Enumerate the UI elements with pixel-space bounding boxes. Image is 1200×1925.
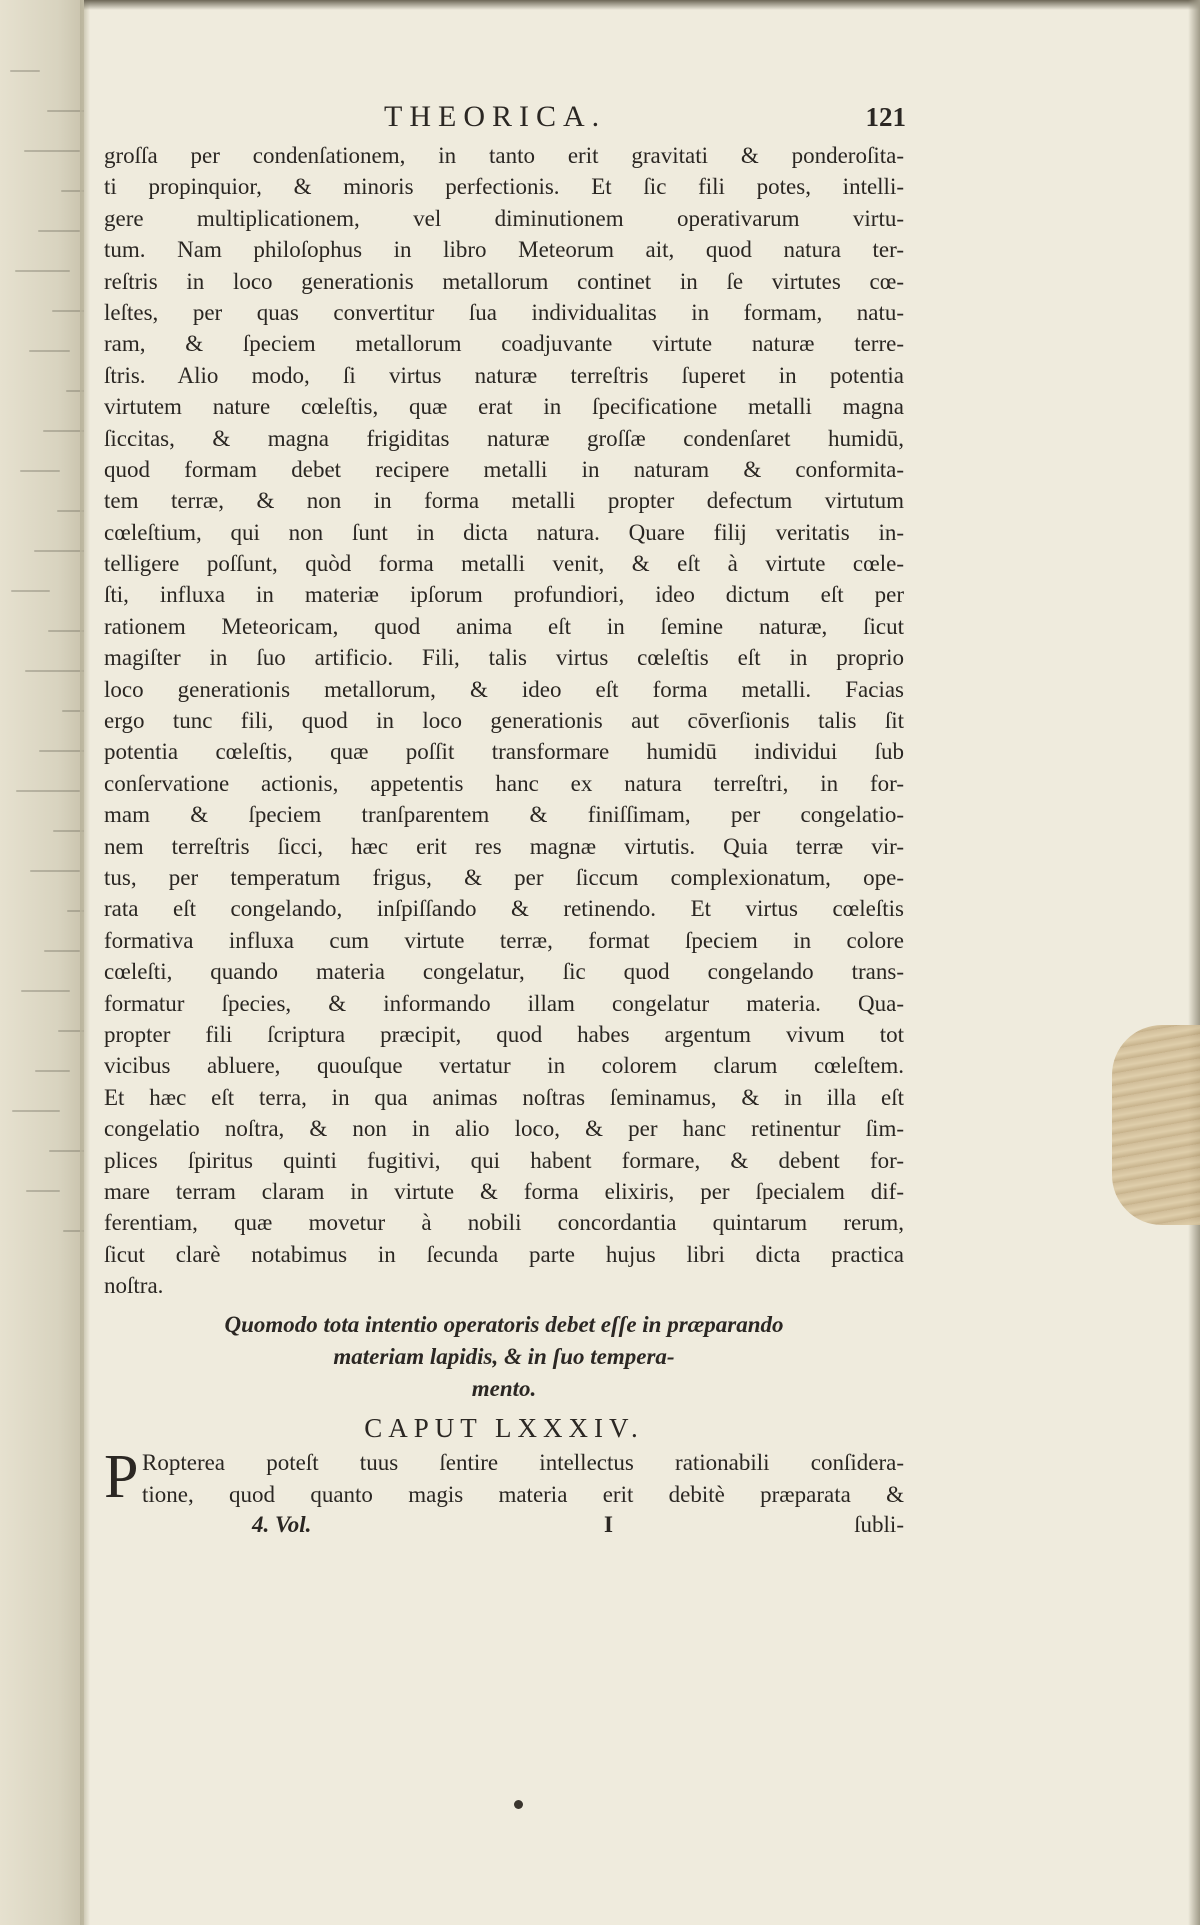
- text-line: ſtris. Alio modo, ſi virtus naturæ terreſtris ſuperet in potentia: [104, 362, 904, 388]
- text-line: congelatio noſtra, & non in alio loco, & per hanc retinentur ſim-: [104, 1116, 904, 1142]
- facing-page-ink: [25, 670, 84, 672]
- text-line: loco generationis metallorum, & ideo eſt forma metalli. Facias: [104, 676, 904, 702]
- body-text: [104, 140, 904, 1301]
- facing-page-ink: [11, 590, 50, 592]
- page-number: 121: [865, 102, 906, 132]
- text-line: propter fili ſcriptura præcipit, quod habes argentum vivum tot: [104, 1021, 904, 1047]
- text-line: quod formam debet recipere metalli in naturam & conformita-: [104, 456, 904, 482]
- catchword: ſubli-: [854, 1512, 904, 1538]
- facing-page-ink: [30, 870, 80, 872]
- facing-page-edge: [0, 0, 84, 1925]
- running-title: THEORICA.: [384, 100, 607, 133]
- text-line: cœleſti, quando materia congelatur, ſic quod congelando trans-: [104, 959, 904, 985]
- text-line: leſtes, per quas convertitur ſua individualitas in formam, natu-: [104, 299, 904, 325]
- text-line: Et hæc eſt terra, in qua animas noſtras ſeminamus, & in illa eſt: [104, 1084, 904, 1110]
- text-line: telligere poſſunt, quòd forma metalli venit, & eſt à virtute cœle-: [104, 551, 904, 577]
- facing-page-ink: [24, 150, 80, 152]
- facing-page-ink: [10, 70, 40, 72]
- facing-page-ink: [20, 470, 60, 472]
- text-line: gere multiplicationem, vel diminutionem operativarum virtu-: [104, 205, 904, 231]
- text-line: tus, per temperatum frigus, & per ſiccum complexionatum, ope-: [104, 864, 904, 890]
- facing-page-ink: [38, 230, 80, 232]
- text-line: ſicut clarè notabimus in ſecunda parte hujus libri dicta practica: [104, 1241, 904, 1267]
- text-line: rationem Meteoricam, quod anima eſt in ſemine naturæ, ſicut: [104, 613, 904, 639]
- page-content: [104, 100, 904, 1546]
- text-line: formativa influxa cum virtute terræ, format ſpeciem in colore: [104, 927, 904, 953]
- facing-page-ink: [16, 790, 80, 792]
- text-line: vicibus abluere, quouſque vertatur in colorem clarum cœleſtem.: [104, 1053, 904, 1079]
- page-footer: [104, 1512, 904, 1546]
- facing-page-ink: [35, 1070, 70, 1072]
- text-line: potentia cœleſtis, quæ poſſit transformare humidū individui ſub: [104, 739, 904, 765]
- facing-page-ink: [29, 350, 70, 352]
- text-line: ti propinquior, & minoris perfectionis. Et ſic fili potes, intelli-: [104, 174, 904, 200]
- text-line: nem terreſtris ſicci, hæc erit res magnæ virtutis. Quia terræ vir-: [104, 833, 904, 859]
- gutter-shadow: [80, 0, 90, 1925]
- facing-page-ink: [49, 1150, 84, 1152]
- facing-page-ink: [44, 950, 80, 952]
- text-line: plices ſpiritus quinti fugitivi, qui habent formare, & debent for-: [104, 1147, 904, 1173]
- heading-line: mento.: [471, 1376, 537, 1402]
- chapter-heading: [104, 1309, 904, 1405]
- drop-capital: P: [104, 1443, 139, 1512]
- signature-mark: 4. Vol.: [252, 1512, 312, 1538]
- text-line: cœleſtium, qui non ſunt in dicta natura. Quare filij veritatis in-: [104, 519, 904, 545]
- text-line: mare terram claram in virtute & forma elixiris, per ſpecialem dif-: [104, 1178, 904, 1204]
- top-edge: [84, 0, 1200, 10]
- bookmark-ribbon: [1112, 1025, 1200, 1225]
- text-line: reſtris in loco generationis metallorum continet in ſe virtutes cœ-: [104, 268, 904, 294]
- facing-page-ink: [43, 430, 84, 432]
- text-line: formatur ſpecies, & informando illam congelatur materia. Qua-: [104, 990, 904, 1016]
- chapter-opening-paragraph: [104, 1443, 904, 1512]
- text-line: mam & ſpeciem tranſparentem & finiſſimam, per congelatio-: [104, 802, 904, 828]
- facing-page-ink: [26, 1190, 60, 1192]
- running-head: [104, 100, 904, 140]
- facing-page-ink: [47, 110, 84, 112]
- signature-letter: I: [604, 1512, 613, 1538]
- heading-line: materiam lapidis, & in ſuo tempera-: [333, 1344, 675, 1370]
- facing-page-ink: [15, 270, 70, 272]
- text-line: ſiccitas, & magna frigiditas naturæ groſſæ condenſaret humidū,: [104, 425, 904, 451]
- text-line: groſſa per condenſationem, in tanto erit gravitati & ponderoſita-: [104, 143, 904, 168]
- text-line: noſtra.: [104, 1273, 164, 1299]
- facing-page-ink: [21, 990, 70, 992]
- facing-page-ink: [34, 550, 84, 552]
- facing-page-ink: [12, 1110, 60, 1112]
- facing-page-ink: [48, 630, 84, 632]
- ink-dot: [514, 1800, 523, 1809]
- text-line: ram, & ſpeciem metallorum coadjuvante virtute naturæ terre-: [104, 331, 904, 357]
- facing-page-ink: [39, 750, 84, 752]
- text-line: virtutem nature cœleſtis, quæ erat in ſpecificatione metalli magna: [104, 394, 904, 420]
- heading-line: Quomodo tota intentio operatoris debet eſſe in præparando: [224, 1312, 784, 1338]
- text-line: Ropterea poteſt tuus ſentire intellectus rationabili conſidera-: [142, 1450, 904, 1476]
- chapter-number: CAPUT LXXXIV.: [364, 1413, 644, 1444]
- text-line: tione, quod quanto magis materia erit debitè præparata &: [142, 1481, 904, 1507]
- text-line: conſervatione actionis, appetentis hanc ex natura terreſtri, in for-: [104, 770, 904, 796]
- text-line: magiſter in ſuo artificio. Fili, talis virtus cœleſtis eſt in proprio: [104, 645, 904, 671]
- text-line: tem terræ, & non in forma metalli propter defectum virtutum: [104, 488, 904, 514]
- text-line: rata eſt congelando, inſpiſſando & retinendo. Et virtus cœleſtis: [104, 896, 904, 922]
- text-line: ſti, influxa in materiæ ipſorum profundiori, ideo dictum eſt per: [104, 582, 904, 608]
- text-line: ergo tunc fili, quod in loco generationis aut cōverſionis talis ſit: [104, 708, 904, 734]
- right-edge: [1188, 0, 1200, 1925]
- text-line: tum. Nam philoſophus in libro Meteorum ait, quod natura ter-: [104, 237, 904, 263]
- text-line: ferentiam, quæ movetur à nobili concordantia quintarum rerum,: [104, 1210, 904, 1236]
